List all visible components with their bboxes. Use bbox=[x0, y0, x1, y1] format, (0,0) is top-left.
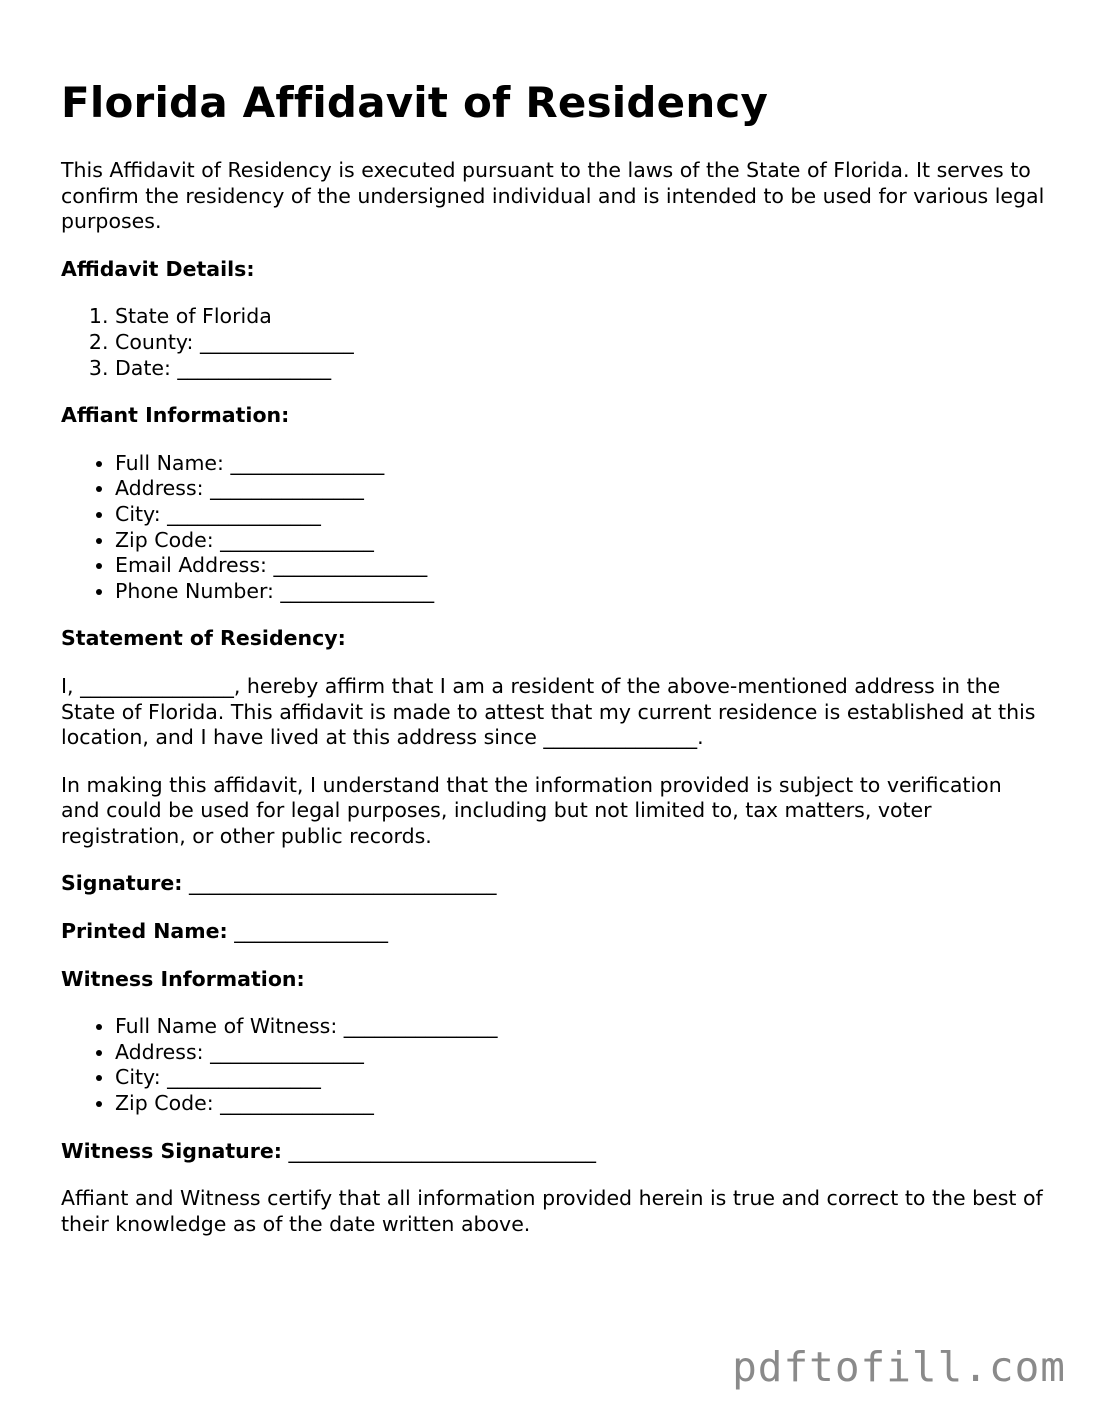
list-item: • Zip Code: _______________ bbox=[115, 528, 1046, 554]
witness-signature-row bbox=[61, 1139, 1046, 1165]
watermark: pdftofill.com bbox=[732, 1343, 1066, 1391]
list-item: • Address: _______________ bbox=[115, 476, 1046, 502]
witness-signature-blank: ______________________________ bbox=[288, 1138, 597, 1163]
list-item: 3. Date: _______________ bbox=[115, 356, 1046, 382]
signature-label: Signature: bbox=[61, 871, 183, 896]
signature-row bbox=[61, 871, 1046, 897]
affiant-information-heading: Affiant Information: bbox=[61, 403, 290, 428]
list-item: • Full Name: _______________ bbox=[115, 451, 1046, 477]
document-title: Florida Affidavit of Residency bbox=[61, 78, 769, 127]
list-item: • City: _______________ bbox=[115, 502, 1046, 528]
statement-heading: Statement of Residency: bbox=[61, 626, 346, 651]
statement-paragraph-1: I, _______________, hereby affirm that I am a resident of the above-mentioned address in the State of Florida. This affidavit is made to attest that my current residence is established at this location, and I have lived at this address since _______________. bbox=[61, 673, 1036, 750]
list-item: • Address: _______________ bbox=[115, 1040, 1046, 1066]
witness-signature-label: Witness Signature: bbox=[61, 1138, 282, 1163]
list-item: • Full Name of Witness: _______________ bbox=[115, 1014, 1046, 1040]
list-item: 2. County: _______________ bbox=[115, 330, 1046, 356]
list-item: • City: _______________ bbox=[115, 1065, 1046, 1091]
statement-paragraph-2: In making this affidavit, I understand that the information provided is subject to verification and could be used for legal purposes, including but not limited to, tax matters, voter registration, or other public records. bbox=[61, 772, 1002, 848]
affiant-information-list bbox=[61, 451, 1046, 605]
list-item: • Zip Code: _______________ bbox=[115, 1091, 1046, 1117]
closing-paragraph: Affiant and Witness certify that all information provided herein is true and correct to the best of their knowledge as of the date written above. bbox=[61, 1186, 1043, 1236]
list-item: 1. State of Florida bbox=[115, 304, 1046, 330]
printed-name-row bbox=[61, 919, 1046, 945]
printed-name-label: Printed Name: bbox=[61, 919, 228, 944]
intro-paragraph: This Affidavit of Residency is executed pursuant to the laws of the State of Florida. It serves to confirm the residency of the undersigned individual and is intended to be used for various legal purposes. bbox=[61, 158, 1045, 234]
affidavit-details-heading: Affidavit Details: bbox=[61, 256, 255, 281]
affidavit-details-list bbox=[61, 304, 1046, 381]
list-item: • Phone Number: _______________ bbox=[115, 579, 1046, 605]
list-item: • Email Address: _______________ bbox=[115, 553, 1046, 579]
document-page bbox=[61, 72, 1046, 1237]
witness-information-list bbox=[61, 1014, 1046, 1116]
witness-information-heading: Witness Information: bbox=[61, 966, 305, 991]
printed-name-blank: _______________ bbox=[234, 919, 389, 944]
signature-blank: ______________________________ bbox=[189, 871, 497, 896]
